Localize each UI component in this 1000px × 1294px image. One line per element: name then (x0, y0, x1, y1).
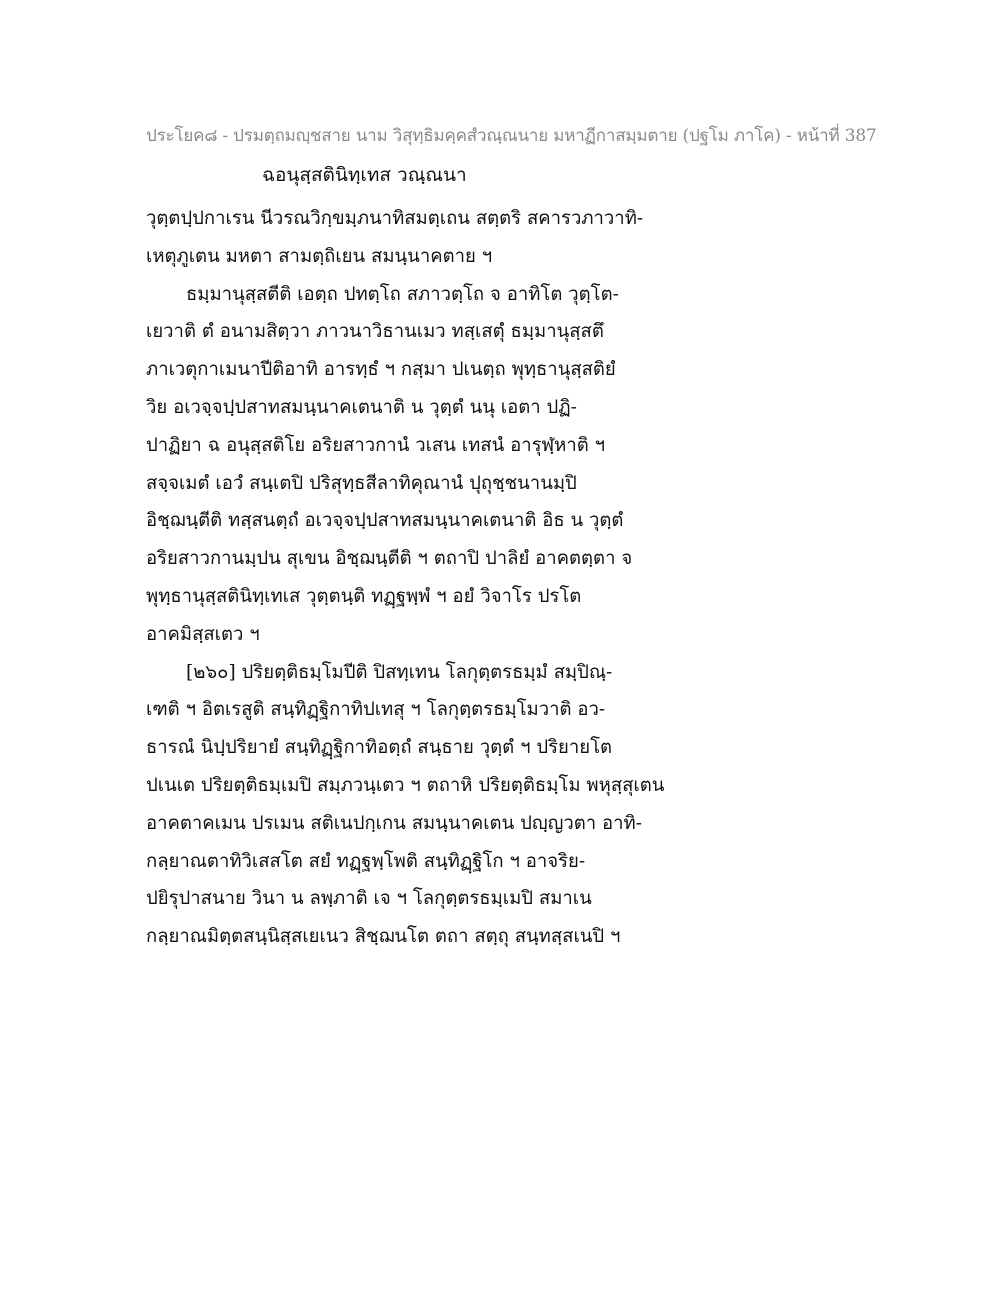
text-line: อิชฺฌนฺตีติ ทสฺสนตฺถํ อเวจฺจปฺปสาทสมนฺนาคเตนาติ อิธ น วุตฺตํ (146, 510, 624, 532)
text-line: เยวาติ ตํ อนามสิตฺวา ภาวนาวิธานเมว ทสฺเสตุํ ธมฺมานุสฺสตึ (146, 321, 604, 343)
running-header: ประโยค๘ - ปรมตฺถมญฺชสาย นาม วิสุทฺธิมคฺคสํวณฺณนาย มหาฏีกาสมฺมตาย (ปฐโม ภาโค) - หน้าที่ 387 (146, 126, 877, 146)
text-line: ปาฏิยา ฉ อนุสฺสติโย อริยสาวกานํ วเสน เทสนํ อารุฬฺหาติ ฯ (146, 434, 606, 456)
text-line: อริยสาวกานมฺปน สุเขน อิชฺฌนฺตีติ ฯ ตถาปิ ปาลิยํ อาคตตฺตา จ (146, 548, 633, 570)
section-title: ฉอนุสฺสตินิทฺเทส วณฺณนา (262, 164, 467, 186)
paragraph-first-line: ธมฺมานุสฺสตีติ เอตฺถ ปทตฺโถ สภาวตฺโถ จ อาทิโต วุตฺโต- (186, 283, 619, 305)
text-line: ปเนเต ปริยตฺติธมฺเมปิ สมฺภวนฺเตว ฯ ตถาหิ ปริยตฺติธมฺโม พหุสฺสุเตน (146, 774, 665, 796)
text-line: เหตุภูเตน มหตา สามตฺถิเยน สมนฺนาคตาย ฯ (146, 245, 493, 267)
text-line: เฑติ ฯ อิตเรสูติ สนฺทิฏฺฐิกาทิปเทสุ ฯ โลกุตฺตรธมฺโมวาติ อว- (146, 699, 606, 721)
body-text (146, 200, 706, 956)
text-line: วุตฺตปฺปกาเรน นีวรณวิกฺขมฺภนาทิสมตฺเถน สตฺตริ สคารวภาวาทิ- (146, 208, 644, 229)
paragraph-first-line: [๒๖๐] ปริยตฺติธมฺโมปีติ ปิสทฺเทน โลกุตฺตรธมฺมํ สมฺปิณฺ- (186, 661, 613, 683)
text-line: สจฺจเมตํ เอวํ สนฺเตปิ ปริสุทฺธสีลาทิคุณานํ ปุถุชฺชนานมฺปิ (146, 472, 577, 494)
text-line: อาคมิสฺสเตว ฯ (146, 623, 260, 645)
text-line: กลฺยาณมิตฺตสนฺนิสฺสเยเนว สิชฺฌนโต ตถา สตฺถุ สนฺทสฺสเนปิ ฯ (146, 926, 621, 948)
text-line: วิย อเวจฺจปฺปสาทสมนฺนาคเตนาติ น วุตฺตํ นนุ เอตา ปฏิ- (146, 396, 577, 418)
text-line: อาคตาคเมน ปรเมน สติเนปกฺเกน สมนฺนาคเตน ปญฺญวตา อาทิ- (146, 812, 642, 834)
text-line: กลฺยาณตาทิวิเสสโต สยํ ทฏฺฐพฺโพติ สนฺทิฏฺฐิโก ฯ อาจริย- (146, 850, 586, 872)
text-line: ปยิรุปาสนาย วินา น ลพฺภาติ เจ ฯ โลกุตฺตรธมฺเมปิ สมาเน (146, 888, 592, 910)
text-line: ธารณํ นิปฺปริยายํ สนฺทิฏฺฐิกาทิอตฺถํ สนฺธาย วุตฺตํ ฯ ปริยายโต (146, 737, 613, 759)
text-line: ภาเวตุกาเมนาปีติอาทิ อารทฺธํ ฯ กสฺมา ปเนตฺถ พุทฺธานุสฺสติยํ (146, 359, 616, 381)
text-line: พุทฺธานุสฺสตินิทฺเทเส วุตฺตนฺติ ทฏฺฐพฺพํ ฯ อยํ วิจาโร ปรโต (146, 585, 582, 607)
